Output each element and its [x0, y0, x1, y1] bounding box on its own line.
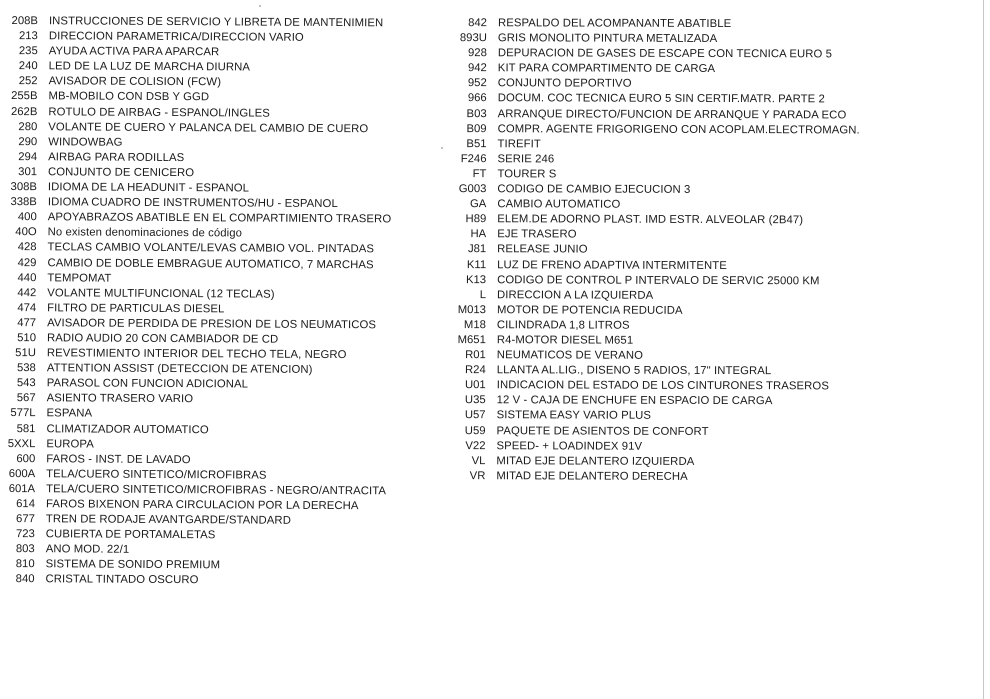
- option-description: CODIGO DE CONTROL P INTERVALO DE SERVIC 25000 KM: [497, 273, 820, 287]
- option-code-row: [435, 227, 859, 244]
- option-description: MB-MOBILO CON DSB Y GGD: [48, 90, 210, 104]
- option-code: F246: [460, 152, 487, 166]
- option-code: M651: [457, 334, 486, 347]
- option-code-row: [434, 439, 858, 456]
- option-description: CUBIERTA DE PORTAMALETAS: [45, 528, 216, 542]
- option-code-row: [435, 182, 859, 199]
- option-code-list-left: [0, 14, 392, 590]
- option-code-list-right: [434, 16, 860, 485]
- option-code-row: [436, 46, 860, 63]
- option-code-row: [435, 288, 859, 305]
- option-code-row: [435, 318, 859, 335]
- option-description: RADIO AUDIO 20 CON CAMBIADOR DE CD: [46, 332, 279, 346]
- option-code-row: [435, 333, 859, 350]
- option-description: TELA/CUERO SINTETICO/MICROFIBRAS: [46, 468, 267, 482]
- option-code: K13: [465, 273, 487, 286]
- option-code: U57: [464, 409, 486, 422]
- option-code-row: [435, 167, 859, 184]
- option-description: AVISADOR DE PERDIDA DE PRESION DE LOS NEUMATICOS: [47, 317, 377, 332]
- option-code: 308B: [10, 181, 37, 194]
- option-description: LLANTA AL.LIG., DISENO 5 RADIOS, 17" INTEGRAL: [496, 364, 772, 378]
- option-description: EUROPA: [46, 437, 94, 451]
- option-code-row: [434, 454, 858, 471]
- option-code: HA: [470, 228, 487, 241]
- option-code: VL: [471, 454, 486, 467]
- option-description: DEPURACION DE GASES DE ESCAPE CON TECNICA EURO 5: [497, 47, 833, 61]
- option-description: CRISTAL TINTADO OSCURO: [45, 573, 199, 587]
- option-code-row: [435, 197, 859, 214]
- option-code: M013: [457, 303, 486, 316]
- option-code: 842: [468, 17, 487, 30]
- option-code: 510: [17, 332, 37, 345]
- option-code-row: [436, 61, 860, 78]
- option-code: 723: [15, 528, 35, 541]
- option-code: L: [479, 288, 487, 301]
- option-description: MITAD EJE DELANTERO IZQUIERDA: [496, 454, 695, 468]
- option-code-row: [0, 572, 389, 589]
- option-description: MOTOR DE POTENCIA REDUCIDA: [496, 303, 683, 317]
- option-code: 538: [16, 362, 36, 375]
- option-code: 581: [16, 422, 36, 435]
- option-code: 5XXL: [7, 437, 36, 450]
- option-description: LED DE LA LUZ DE MARCHA DIURNA: [48, 60, 251, 74]
- option-description: FILTRO DE PARTICULAS DIESEL: [47, 302, 225, 316]
- option-code-row: [436, 76, 860, 93]
- option-code: 567: [16, 392, 36, 405]
- option-code: 235: [18, 45, 38, 58]
- option-description: NEUMATICOS DE VERANO: [496, 349, 643, 362]
- option-description: SPEED- + LOADINDEX 91V: [496, 439, 643, 453]
- option-code: U35: [464, 394, 486, 407]
- option-code: 40O: [15, 226, 37, 239]
- option-code: 477: [17, 316, 37, 330]
- option-code: 600: [16, 452, 36, 465]
- option-description: AIRBAG PARA RODILLAS: [48, 151, 185, 164]
- option-description: VOLANTE MULTIFUNCIONAL (12 TECLAS): [47, 286, 275, 301]
- option-description: TECLAS CAMBIO VOLANTE/LEVAS CAMBIO VOL. PINTADAS: [47, 241, 375, 256]
- option-description: PARASOL CON FUNCION ADICIONAL: [46, 377, 249, 391]
- option-description: INDICACION DEL ESTADO DE LOS CINTURONES TRASEROS: [496, 379, 829, 393]
- option-code: 428: [17, 241, 37, 254]
- option-code-row: [436, 31, 860, 48]
- option-code: V22: [465, 439, 486, 452]
- option-code: 614: [16, 498, 36, 511]
- option-description: DIRECCION PARAMETRICA/DIRECCION VARIO: [48, 30, 304, 44]
- option-description: GRIS MONOLITO PINTURA METALIZADA: [497, 32, 718, 46]
- option-code-row: [435, 424, 859, 441]
- option-code-row: [435, 363, 859, 380]
- option-description: ASIENTO TRASERO VARIO: [46, 392, 194, 406]
- option-code: 840: [15, 573, 35, 586]
- option-code: 803: [15, 543, 35, 556]
- option-description: CLIMATIZADOR AUTOMATICO: [46, 422, 209, 436]
- option-code-row: [436, 122, 860, 139]
- option-code: 942: [467, 62, 487, 75]
- option-code: 208B: [11, 15, 38, 28]
- option-description: TELA/CUERO SINTETICO/MICROFIBRAS - NEGRO/ANTRACITA: [46, 483, 387, 498]
- option-code: 240: [18, 60, 38, 73]
- option-code-row: [435, 152, 859, 169]
- option-code-row: [436, 107, 860, 124]
- option-description: RESPALDO DEL ACOMPANANTE ABATIBLE: [497, 17, 732, 31]
- option-description: FAROS - INST. DE LAVADO: [46, 452, 191, 466]
- option-code: FT: [472, 168, 487, 181]
- option-code: B03: [466, 107, 487, 120]
- option-code: 577L: [10, 407, 36, 420]
- option-description: TREN DE RODAJE AVANTGARDE/STANDARD: [45, 513, 292, 527]
- option-code: 51U: [15, 347, 36, 360]
- option-code: R24: [465, 364, 486, 377]
- option-code: B51: [466, 137, 487, 150]
- option-description: AVISADOR DE COLISION (FCW): [48, 75, 222, 89]
- option-code: 474: [17, 301, 37, 314]
- option-description: EJE TRASERO: [497, 228, 577, 241]
- option-code: J81: [467, 243, 487, 256]
- option-code: 952: [467, 77, 487, 90]
- option-description: CONJUNTO DE CENICERO: [47, 166, 195, 180]
- option-code: 677: [16, 513, 35, 526]
- option-code-row: [435, 257, 859, 274]
- option-code: 338B: [10, 196, 37, 209]
- option-code: 280: [18, 120, 38, 133]
- option-code: 262B: [10, 105, 38, 118]
- option-description: ARRANQUE DIRECTO/FUNCION DE ARRANQUE Y PARADA ECO: [497, 107, 847, 121]
- option-description: ANO MOD. 22/1: [45, 543, 130, 557]
- option-code: 294: [18, 150, 38, 164]
- option-description: TIREFIT: [497, 137, 541, 151]
- option-description: CILINDRADA 1,8 LITROS: [496, 319, 630, 332]
- option-code: 966: [467, 92, 487, 105]
- option-code-row: [435, 242, 859, 259]
- option-code: 440: [17, 271, 37, 284]
- option-description: PAQUETE DE ASIENTOS DE CONFORT: [496, 424, 709, 438]
- option-description: ELEM.DE ADORNO PLAST. IMD ESTR. ALVEOLAR (2B47): [497, 213, 804, 227]
- option-description: CAMBIO AUTOMATICO: [497, 198, 621, 211]
- option-code: GA: [469, 198, 487, 211]
- option-description: TOURER S: [497, 168, 557, 181]
- option-code-row: [436, 137, 860, 154]
- option-code-row: [435, 348, 859, 365]
- option-description: ATTENTION ASSIST (DETECCION DE ATENCION): [46, 362, 313, 377]
- option-code: 301: [18, 166, 38, 179]
- option-code-row: [435, 212, 859, 229]
- option-description: R4-MOTOR DIESEL M651: [496, 334, 634, 347]
- option-description: CODIGO DE CAMBIO EJECUCION 3: [497, 183, 691, 196]
- option-code: 213: [18, 30, 38, 43]
- option-description: 12 V - CAJA DE ENCHUFE EN ESPACIO DE CARGA: [496, 394, 773, 408]
- option-code: M18: [463, 318, 486, 332]
- option-code: R01: [465, 349, 486, 362]
- option-code: 252: [18, 75, 38, 88]
- option-description: APOYABRAZOS ABATIBLE EN EL COMPARTIMIENTO TRASERO: [47, 211, 392, 226]
- option-code: 255B: [11, 90, 38, 103]
- option-description: KIT PARA COMPARTIMENTO DE CARGA: [497, 62, 716, 76]
- option-code-row: [436, 16, 860, 33]
- option-code: B09: [466, 122, 487, 135]
- option-code: H89: [465, 213, 487, 226]
- option-description: WINDOWBAG: [48, 136, 123, 149]
- option-description: COMPR. AGENTE FRIGORIGENO CON ACOPLAM.ELECTROMAGN.: [497, 122, 860, 137]
- option-code: G003: [458, 183, 487, 196]
- option-code-row: [436, 91, 860, 108]
- option-code: 429: [17, 256, 37, 269]
- option-code: 893U: [459, 32, 487, 45]
- option-code: 290: [18, 135, 38, 148]
- option-code: K11: [466, 258, 487, 271]
- option-description: AYUDA ACTIVA PARA APARCAR: [48, 45, 220, 59]
- option-code-row: [435, 273, 859, 290]
- option-description: VOLANTE DE CUERO Y PALANCA DEL CAMBIO DE CUERO: [48, 120, 369, 135]
- option-code-row: [435, 303, 859, 320]
- option-code: U01: [464, 379, 486, 392]
- option-code-row: [435, 408, 859, 425]
- option-code: 442: [17, 286, 37, 299]
- option-code: U59: [464, 424, 486, 437]
- option-description: IDIOMA DE LA HEADUNIT - ESPANOL: [47, 181, 250, 195]
- option-description: FAROS BIXENON PARA CIRCULACION POR LA DERECHA: [45, 498, 359, 513]
- option-description: CAMBIO DE DOBLE EMBRAGUE AUTOMATICO, 7 MARCHAS: [47, 256, 374, 271]
- option-description: REVESTIMIENTO INTERIOR DEL TECHO TELA, NEGRO: [46, 347, 347, 362]
- option-description: DIRECCION A LA IZQUIERDA: [497, 288, 654, 302]
- option-code: 600A: [8, 467, 36, 481]
- option-code-row: [434, 469, 858, 486]
- option-code: 601A: [8, 482, 36, 496]
- option-description: ROTULO DE AIRBAG - ESPANOL/INGLES: [48, 105, 270, 120]
- option-description: LUZ DE FRENO ADAPTIVA INTERMITENTE: [497, 258, 727, 272]
- option-description: MITAD EJE DELANTERO DERECHA: [496, 470, 688, 483]
- option-code: 810: [15, 558, 35, 571]
- option-code: 928: [467, 47, 487, 60]
- option-description: SISTEMA DE SONIDO PREMIUM: [45, 558, 221, 572]
- scan-edge-line: [983, 0, 984, 699]
- option-description: ESPANA: [46, 407, 93, 420]
- scan-speck: [259, 5, 261, 7]
- option-description: RELEASE JUNIO: [497, 243, 588, 256]
- option-description: CONJUNTO DEPORTIVO: [497, 77, 632, 91]
- option-description: INSTRUCCIONES DE SERVICIO Y LIBRETA DE MANTENIMIEN: [48, 15, 384, 30]
- option-description: IDIOMA CUADRO DE INSTRUMENTOS/HU - ESPANOL: [47, 196, 338, 211]
- option-description: No existen denominaciones de código: [47, 226, 243, 240]
- option-code: VR: [469, 469, 486, 482]
- option-code: 400: [17, 211, 37, 224]
- option-description: SISTEMA EASY VARIO PLUS: [496, 409, 652, 423]
- option-description: TEMPOMAT: [47, 271, 112, 285]
- option-code-row: [435, 378, 859, 395]
- option-code: 543: [16, 377, 36, 390]
- option-description: SERIE 246: [497, 153, 555, 166]
- option-code-row: [435, 393, 859, 410]
- option-description: DOCUM. COC TECNICA EURO 5 SIN CERTIF.MATR. PARTE 2: [497, 92, 825, 106]
